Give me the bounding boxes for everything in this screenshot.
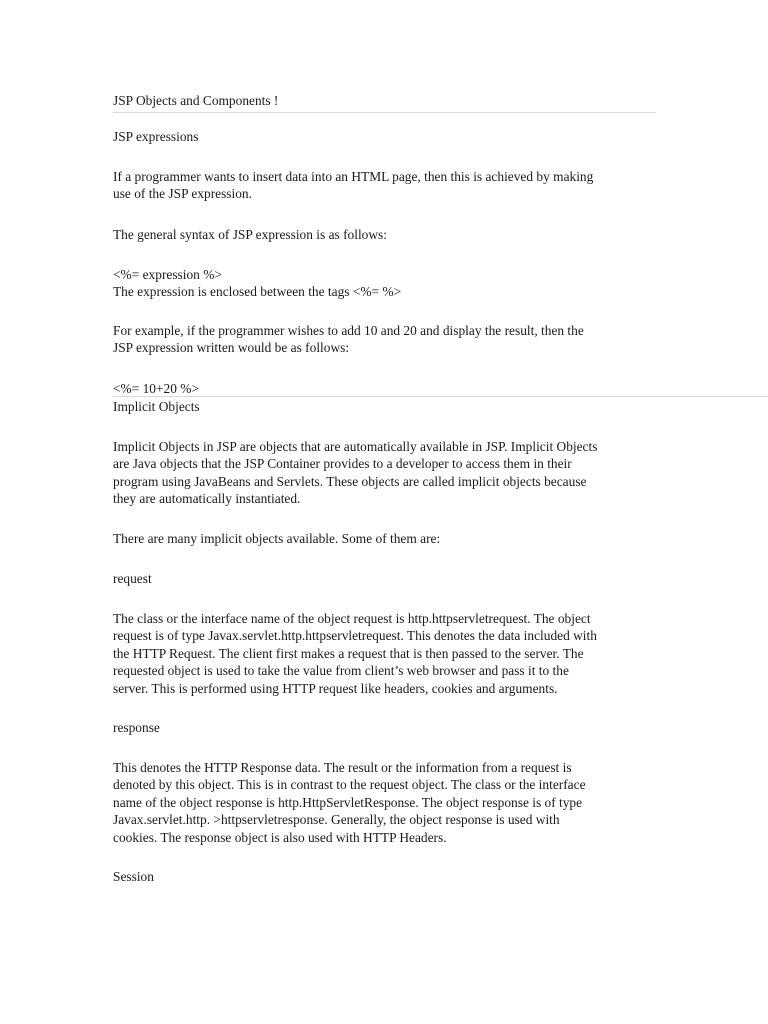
section-heading-response: response [113, 720, 160, 735]
text-line: Implicit Objects in JSP are objects that are automatically available in JSP. Implicit Objects [113, 439, 598, 454]
section-heading-request: request [113, 571, 152, 586]
text-line: If a programmer wants to insert data into an HTML page, then this is achieved by making [113, 169, 594, 184]
page-title: JSP Objects and Components ! [113, 93, 279, 108]
section-heading-jsp-expressions: JSP expressions [113, 129, 199, 144]
section-heading-implicit-objects: Implicit Objects [113, 399, 200, 414]
title-divider [113, 112, 656, 113]
paragraph-intro [113, 168, 658, 203]
paragraph-implicit-objects [113, 438, 658, 508]
text-line: name of the object response is http.HttpServletResponse. The object response is of type [113, 794, 583, 810]
section-heading-session: Session [113, 869, 154, 884]
text-line: This denotes the HTTP Response data. The result or the information from a request is [113, 760, 572, 775]
paragraph-example [113, 322, 658, 357]
section-divider [113, 396, 768, 397]
text-line: use of the JSP expression. [113, 186, 252, 202]
paragraph-syntax-intro: The general syntax of JSP expression is as follows: [113, 227, 387, 242]
text-line: The class or the interface name of the object request is http.httpservletrequest. The object [113, 611, 591, 626]
text-line: are Java objects that the JSP Container provides to a developer to access them in their [113, 456, 572, 472]
text-line: request is of type Javax.servlet.http.httpservletrequest. This denotes the data included with [113, 628, 597, 644]
text-line: denoted by this object. This is in contrast to the request object. The class or the interface [113, 777, 586, 793]
paragraph-implicit-list-intro: There are many implicit objects available. Some of them are: [113, 531, 441, 546]
text-line: server. This is performed using HTTP request like headers, cookies and arguments. [113, 680, 558, 696]
syntax-block [113, 266, 658, 301]
text-line: For example, if the programmer wishes to add 10 and 20 and display the result, then the [113, 323, 584, 338]
syntax-note: The expression is enclosed between the tags <%= %> [113, 284, 402, 300]
syntax-code: <%= expression %> [113, 267, 222, 282]
example-code: <%= 10+20 %> [113, 381, 199, 396]
text-line: they are automatically instantiated. [113, 491, 301, 507]
text-line: the HTTP Request. The client first makes a request that is then passed to the server. The [113, 645, 584, 661]
text-line: JSP expression written would be as follows: [113, 340, 350, 356]
text-line: cookies. The response object is also used with HTTP Headers. [113, 829, 447, 845]
text-line: Javax.servlet.http. >httpservletresponse. Generally, the object response is used with [113, 812, 560, 828]
paragraph-request [113, 610, 658, 697]
text-line: requested object is used to take the value from client’s web browser and pass it to the [113, 663, 569, 679]
text-line: program using JavaBeans and Servlets. These objects are called implicit objects because [113, 473, 587, 489]
paragraph-response [113, 759, 658, 846]
